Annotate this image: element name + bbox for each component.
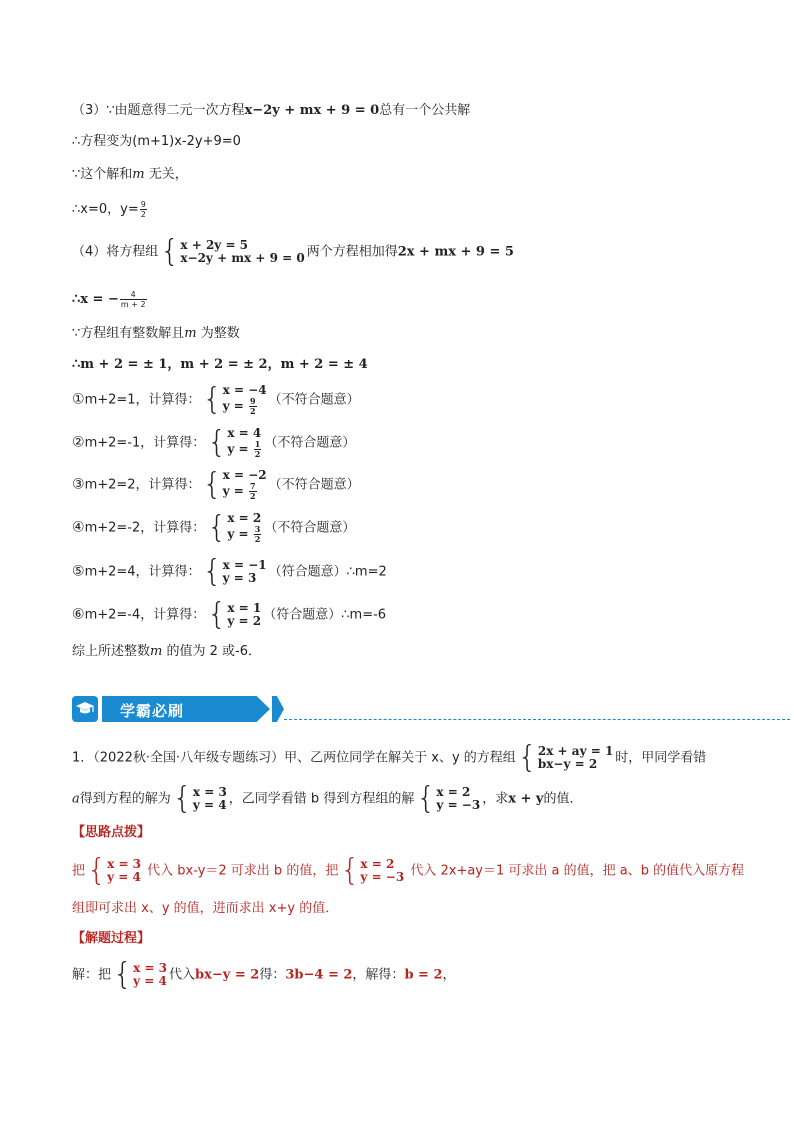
var-m: m [150, 644, 163, 659]
hint-heading: 【思路点拨】 [72, 825, 151, 840]
text: ，乙同学看错 b 得到方程组的解 [228, 791, 415, 807]
system-row: x = −2 [222, 468, 267, 482]
dashed-divider [284, 719, 790, 720]
system-row: y = −3 [360, 870, 405, 884]
equation-system: { x = 3 y = 4 [113, 957, 168, 992]
system-row [223, 397, 267, 416]
text: 代入 bx-y＝2 可求出 b 的值，把 [143, 863, 339, 879]
system-row [227, 525, 262, 544]
system-row [223, 482, 267, 501]
fraction: $\frac{4}{m + 2}$ [120, 290, 146, 309]
system-row: x = 2 [227, 511, 262, 525]
graduation-cap-icon [72, 696, 98, 722]
var-m: m [132, 167, 145, 182]
system-row: x = 3 [192, 785, 227, 799]
system-row: x = 2 [436, 785, 471, 799]
equation-system: { x = −4 y = $\frac{9}{2}$ [202, 382, 267, 417]
text: 把 [72, 863, 86, 879]
text: 得： [259, 967, 286, 983]
equation-system: { x = −1 y = 3 [202, 554, 267, 589]
solution-line1 [72, 957, 456, 992]
system-row-y-label: y = [222, 399, 249, 413]
equation-system: { x = 3 y = 4 [172, 781, 227, 816]
part3-line1 [72, 102, 470, 120]
system-row: y = 4 [133, 974, 167, 988]
system-row [227, 615, 261, 628]
equation-system: { x = 2 y = −3 [340, 853, 405, 888]
case-condition: m+2=4，计算得： [84, 564, 201, 580]
equation: x + y [508, 791, 544, 807]
equation-system: { x = 4 y = $\frac{1}{2}$ [207, 425, 262, 460]
case-condition: m+2=2，计算得： [84, 477, 201, 493]
case-note: （不符合题意） [268, 477, 360, 493]
solution-heading: 【解题过程】 [72, 931, 151, 946]
hint-line2: 组即可求出 x、y 的值，进而求出 x+y 的值． [72, 901, 339, 916]
system-row: x = −1 [222, 558, 267, 572]
system-row: x = −4 [222, 383, 267, 397]
case-note: （符合题意） [268, 564, 347, 580]
case-result: ∴m=-6 [341, 607, 387, 623]
section-banner [72, 694, 722, 724]
case-note: （不符合题意） [268, 392, 360, 408]
case-row [72, 469, 360, 501]
conclusion [72, 643, 261, 661]
text: 时，甲同学看错 [615, 750, 707, 766]
var-a: a [72, 791, 80, 807]
case-condition: m+2=-1，计算得： [84, 435, 206, 451]
part3-line2 [72, 133, 241, 151]
case-note: （不符合题意） [264, 435, 356, 451]
case-number: ② [72, 434, 85, 451]
text: ∴方程变为(m+1)x-2y+9=0 [72, 134, 241, 149]
system-row-y-label: y = [222, 484, 249, 498]
part4-line4 [72, 356, 368, 374]
hint-line1 [72, 853, 745, 888]
case-number: ⑤ [72, 563, 85, 580]
fraction: $\frac{9}{2}$ [250, 396, 256, 416]
equation-system: { x = −2 y = $\frac{7}{2}$ [202, 467, 267, 502]
system-row: y = −3 [436, 798, 481, 812]
equation: b = 2 [404, 967, 443, 983]
equation-system: { x = 1 y = 2 [207, 597, 262, 632]
case-number: ① [72, 391, 85, 408]
text: ∴x=0，y= [72, 202, 139, 217]
equation: 3b−4 = 2 [285, 967, 353, 983]
equation-system: { x = 2 y = −3 [416, 781, 481, 816]
system-row: x + 2y = 5 [180, 238, 249, 252]
text: ∵方程组有整数解且 [72, 326, 185, 341]
case-row [72, 554, 387, 589]
fraction: $\frac{1}{2}$ [254, 439, 261, 459]
equation-system: { 2x + ay = 1 bx−y = 2 [517, 740, 614, 775]
equation: ∴x = − [72, 292, 119, 307]
part4-line3 [72, 325, 240, 343]
part4-line2 [72, 290, 148, 309]
part3-line4 [72, 200, 148, 219]
case-row [72, 597, 387, 632]
text: 两个方程相加得 [306, 244, 398, 260]
question-line1 [72, 740, 707, 775]
text: 总有一个公共解 [379, 103, 471, 118]
case-number: ③ [72, 476, 85, 493]
var-m: m [184, 326, 197, 341]
text: ， [442, 967, 456, 983]
text: 解：把 [72, 967, 112, 983]
equation: 2x + mx + 9 = 5 [397, 244, 514, 260]
case-note: （符合题意） [263, 607, 342, 623]
text: 的值为 2 或-6． [162, 644, 261, 659]
text: 无关， [144, 167, 188, 182]
system-row: x = 2 [360, 857, 395, 871]
case-note: （不符合题意） [264, 520, 356, 536]
system-row: x = 1 [227, 601, 262, 615]
case-number: ④ [72, 519, 85, 536]
system-row-y-label: y = [227, 442, 253, 456]
fraction: $\frac{7}{2}$ [250, 481, 256, 501]
text: 综上所述整数 [72, 644, 151, 659]
equation: ∴m + 2 = ± 1，m + 2 = ± 2，m + 2 = ± 4 [72, 357, 368, 372]
case-row [72, 427, 355, 459]
system-row: x = 4 [227, 426, 262, 440]
system-row-y-label: y = [227, 527, 253, 541]
equation: x−2y + mx + 9 = 0 [244, 103, 380, 118]
text: 的值． [543, 791, 583, 807]
system-row: x = 3 [133, 961, 168, 975]
fraction: $\frac{9}{2}$ [140, 200, 146, 219]
system-row: bx−y = 2 [537, 757, 598, 771]
case-row [72, 512, 355, 544]
system-row-y-label: y = 3 [222, 571, 257, 585]
part4-line1 [72, 234, 514, 269]
question-line2 [72, 781, 583, 816]
case-row [72, 384, 360, 416]
system-row: x−2y + mx + 9 = 0 [180, 251, 305, 265]
text: ∵这个解和 [72, 167, 133, 182]
part3-line3 [72, 166, 188, 184]
system-row [227, 440, 262, 459]
text: ，解得： [352, 967, 405, 983]
equation-system: { x = 3 y = 4 [87, 853, 142, 888]
system-row: x = 3 [107, 857, 142, 871]
case-condition: m+2=-4，计算得： [84, 607, 206, 623]
case-result: ∴m=2 [346, 564, 387, 580]
text: 得到方程的解为 [79, 791, 171, 807]
equation-system: { x = 2 y = $\frac{3}{2}$ [207, 510, 262, 545]
system-row [223, 572, 267, 585]
case-condition: m+2=-2，计算得： [84, 520, 206, 536]
banner-title: 学霸必刷 [120, 702, 185, 720]
text: ，求 [482, 791, 509, 807]
case-number: ⑥ [72, 606, 85, 623]
case-condition: m+2=1，计算得： [84, 392, 201, 408]
text: （4）将方程组 [72, 244, 159, 260]
equation: bx−y = 2 [195, 967, 260, 983]
text: 代入 [169, 967, 196, 983]
system-row-y-label: y = 2 [227, 614, 262, 628]
system-row: 2x + ay = 1 [537, 744, 614, 758]
banner-arrow [272, 696, 284, 722]
text: 代入 2x+ay＝1 可求出 a 的值，把 a、b 的值代入原方程 [406, 863, 745, 879]
text: 1．（2022秋·全国·八年级专题练习）甲、乙两位同学在解关于 x、y 的方程组 [72, 750, 516, 766]
system-row: y = 4 [107, 870, 141, 884]
fraction: $\frac{3}{2}$ [254, 524, 261, 544]
system-row: y = 4 [192, 798, 227, 812]
text: （3）∵由题意得二元一次方程 [72, 103, 245, 118]
text: 为整数 [196, 326, 240, 341]
equation-system: { x + 2y = 5 x−2y + mx + 9 = 0 [160, 234, 305, 269]
